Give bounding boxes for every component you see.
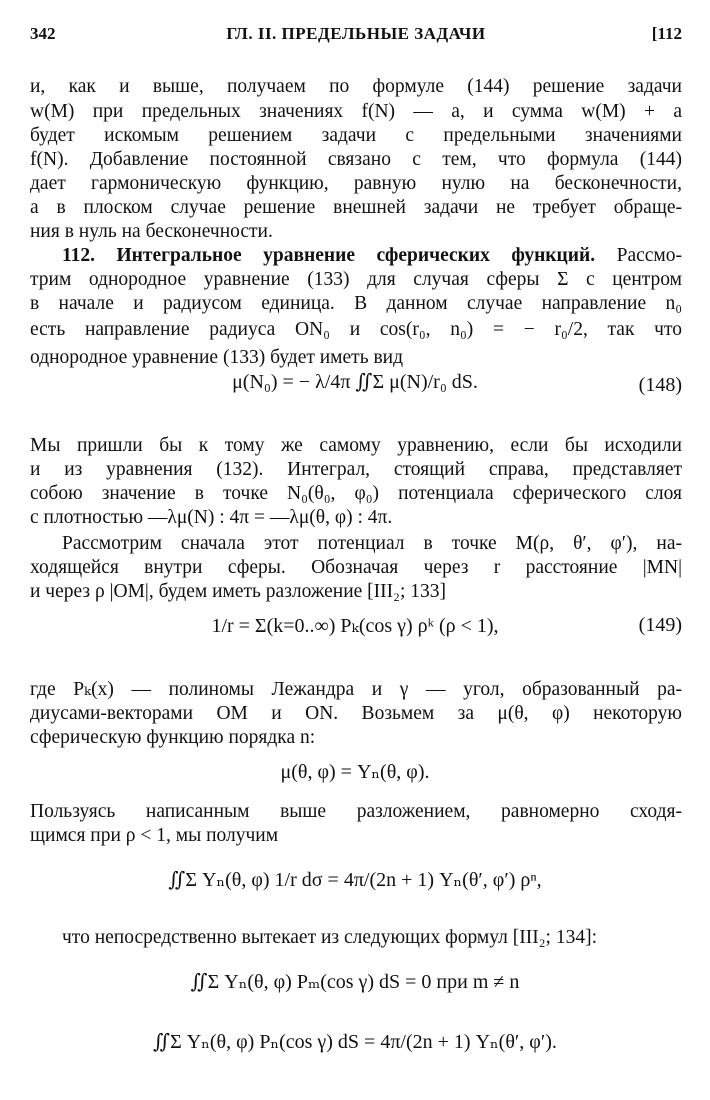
text-line: есть направление радиуса ON₀ и cos(r₀, n₀) = − r₀/2, так что (30, 319, 682, 340)
text-line: с плотностью —λμ(N) : 4π = —λμ(θ, φ) : 4π. (30, 507, 393, 528)
text-line: сферическую функцию порядка n: (30, 727, 316, 748)
text-line: и из уравнения (132). Интеграл, стоящий справа, представляет (30, 459, 682, 480)
section-first-line (62, 244, 682, 268)
text-line: будет искомым решением задачи с предельными значениями (30, 125, 682, 146)
section-heading: 112. Интегральное уравнение сферических функций. (62, 245, 596, 266)
text-fragment: Рассмо- (616, 245, 683, 266)
text-line: а в плоском случае решение внешней задачи не требует обраще- (30, 197, 682, 218)
text-line: где Pₖ(x) — полиномы Лежандра и γ — угол, образованный ра- (30, 679, 682, 700)
text-line: в начале и радиусом единица. В данном случае направление n₀ (30, 293, 682, 314)
text-line: Рассмотрим сначала этот потенциал в точке M(ρ, θ′, φ′), на- (62, 533, 682, 554)
equation-148 (0, 370, 710, 394)
equation-149 (0, 614, 710, 638)
text-line: диусами-векторами OM и ON. Возьмем за μ(θ, φ) некоторую (30, 703, 682, 724)
text-line: что непосредственно вытекает из следующих формул [III₂; 134]: (62, 927, 597, 948)
text-line: трим однородное уравнение (133) для случая сферы Σ с центром (30, 269, 682, 290)
equation-mu: μ(θ, φ) = Yₙ(θ, φ). (280, 761, 430, 783)
text-line: ния в нуль на бесконечности. (30, 221, 273, 242)
text-line: Мы пришли бы к тому же самому уравнению, если бы исходили (30, 435, 682, 456)
equation-orthogonality-2: ∬Σ Yₙ(θ, φ) Pₙ(cos γ) dS = 4π/(2n + 1) Yₙ(θ′, φ′). (153, 1031, 557, 1053)
equation-number: (148) (638, 374, 682, 396)
page-number: 342 (30, 24, 56, 43)
running-header (30, 24, 682, 54)
text-line: дает гармоническую функцию, равную нулю на бесконечности, (30, 173, 682, 194)
text-line: однородное уравнение (133) будет иметь вид (30, 347, 404, 368)
text-line: и, как и выше, получаем по формуле (144) решение задачи (30, 76, 682, 97)
text-line: щимся при ρ < 1, мы получим (30, 825, 279, 846)
text-line: собою значение в точке N₀(θ₀, φ₀) потенциала сферического слоя (30, 483, 682, 504)
section-ref: [112 (651, 24, 682, 43)
equation-text: 1/r = Σ(k=0..∞) Pₖ(cos γ) ρᵏ (ρ < 1), (211, 615, 499, 637)
text-line: ходящейся внутри сферы. Обозначая через r расстояние |MN| (30, 557, 682, 578)
equation-number: (149) (638, 614, 682, 636)
text-line: w(M) при предельных значениях f(N) — a, и сумма w(M) + a (30, 101, 682, 122)
text-line: f(N). Добавление постоянной связано с тем, что формула (144) (30, 149, 682, 170)
text-line: и через ρ |OM|, будем иметь разложение [III₂; 133] (30, 581, 446, 602)
equation-text: μ(N₀) = − λ/4π ∬Σ μ(N)/r₀ dS. (232, 371, 478, 393)
equation-orthogonality-1: ∬Σ Yₙ(θ, φ) Pₘ(cos γ) dS = 0 при m ≠ n (190, 971, 520, 993)
text-line: Пользуясь написанным выше разложением, равномерно сходя- (30, 801, 682, 822)
running-title: ГЛ. II. ПРЕДЕЛЬНЫЕ ЗАДАЧИ (226, 24, 486, 43)
equation-integral: ∬Σ Yₙ(θ, φ) 1/r dσ = 4π/(2n + 1) Yₙ(θ′, φ′) ρⁿ, (168, 869, 542, 891)
